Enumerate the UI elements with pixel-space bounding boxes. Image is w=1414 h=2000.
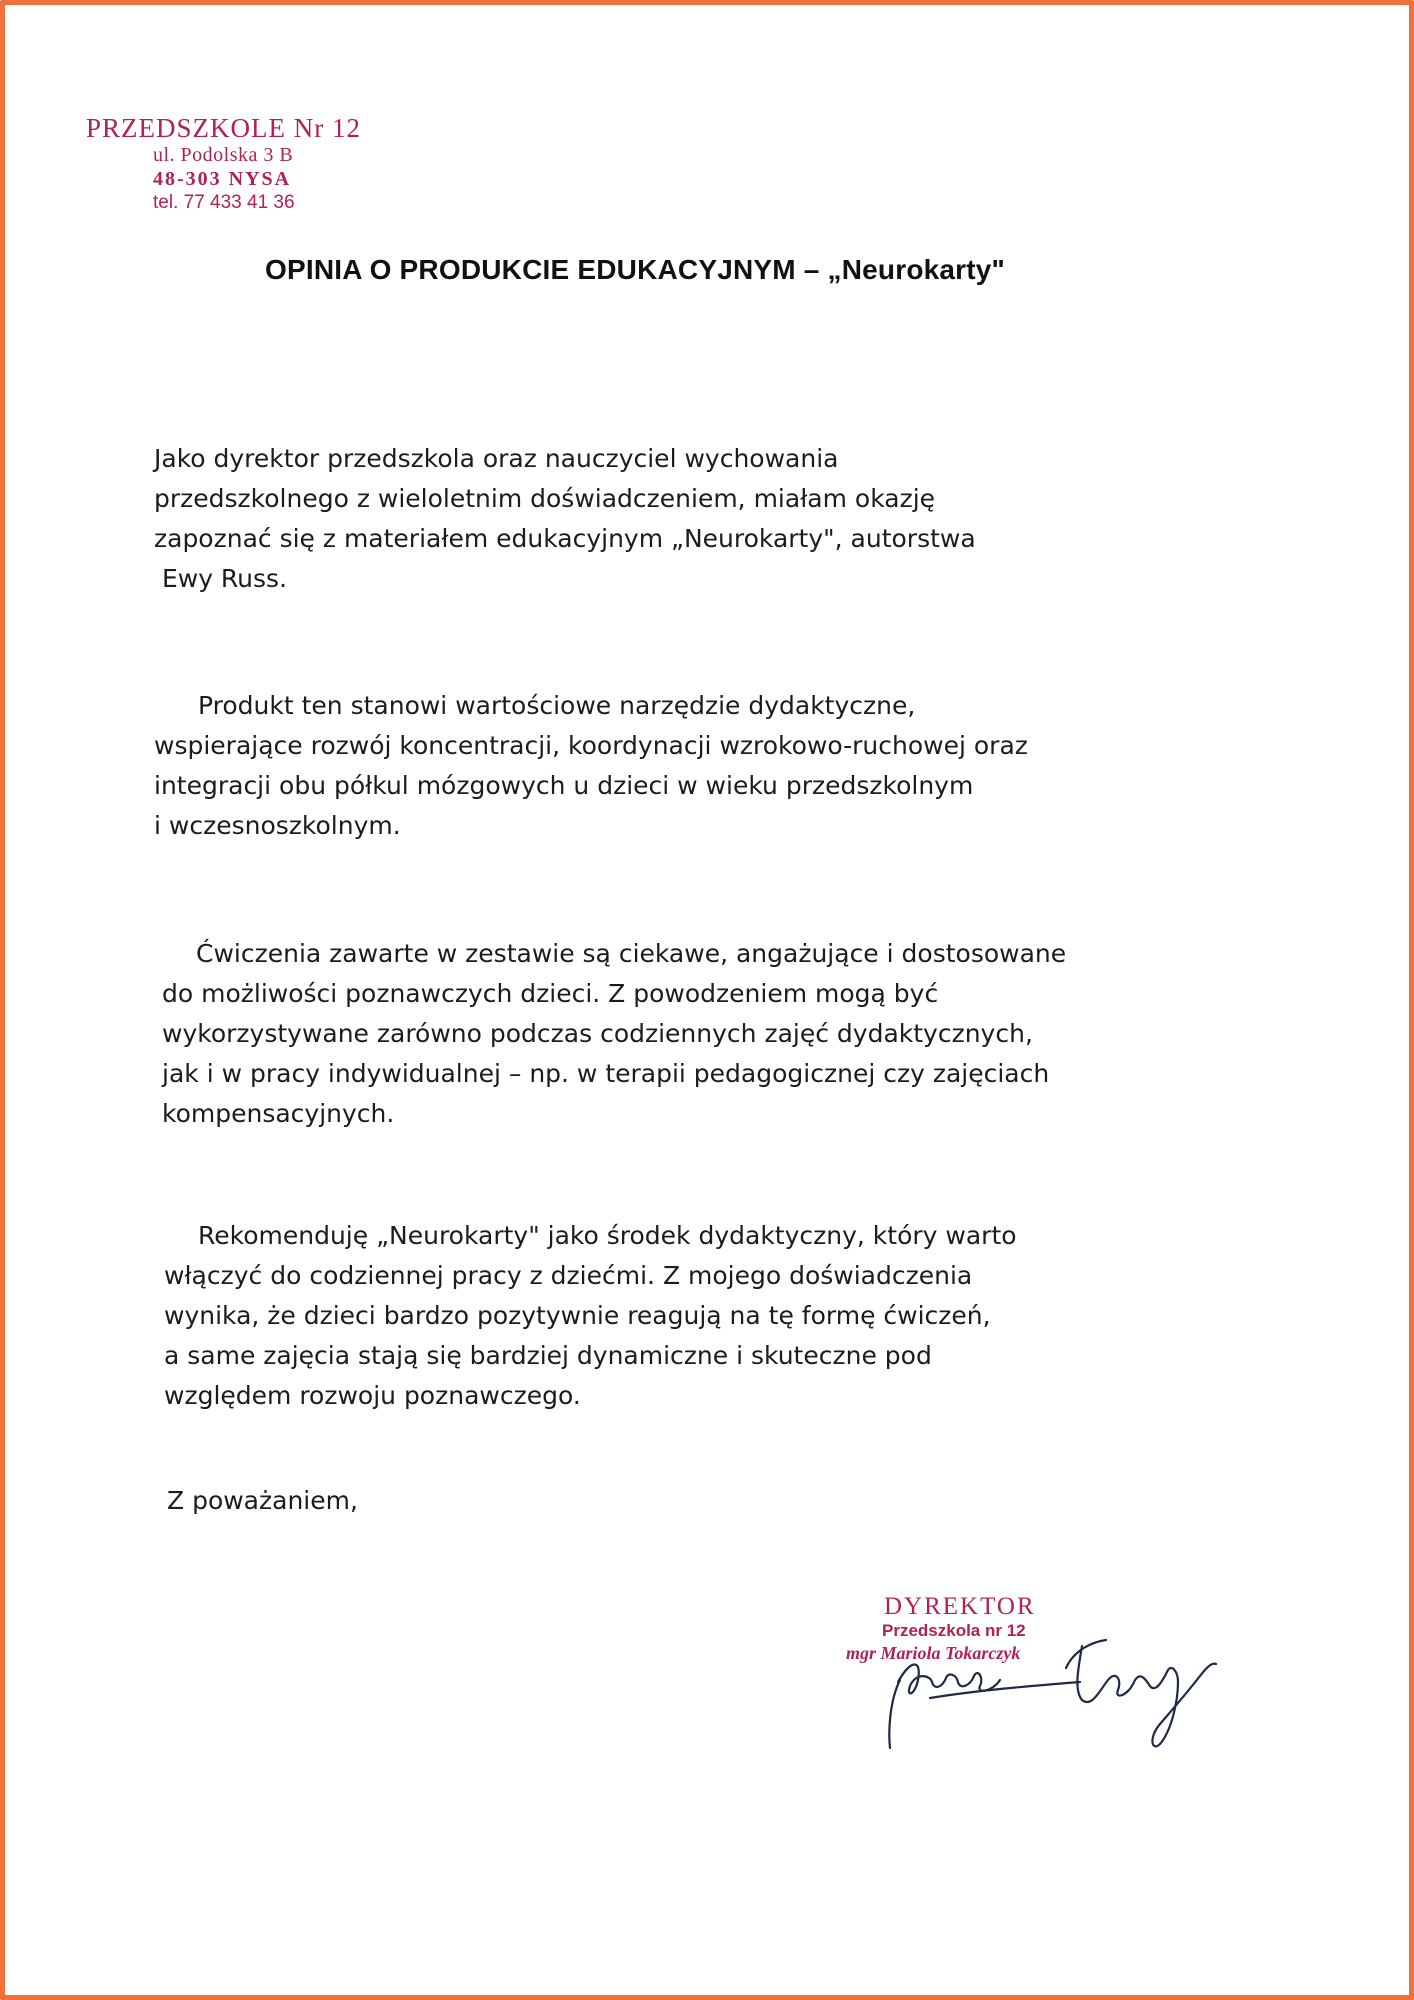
- stamp-phone: tel. 77 433 41 36: [153, 192, 295, 214]
- stamp-city: 48-303 NYSA: [153, 168, 292, 191]
- paragraph-line: Ewy Russ.: [154, 564, 288, 593]
- paragraph-line: jak i w pracy indywidualnej – np. w terapii pedagogicznej czy zajęciach: [162, 1059, 1050, 1088]
- signature-stamp-subtitle: Przedszkola nr 12: [882, 1621, 1026, 1641]
- paragraph-line: Jako dyrektor przedszkola oraz nauczyciel wychowania: [154, 444, 839, 473]
- paragraph-line: względem rozwoju poznawczego.: [164, 1381, 581, 1410]
- paragraph-line: zapoznać się z materiałem edukacyjnym „Neurokarty", autorstwa: [154, 524, 976, 553]
- signature-stamp-title: DYREKTOR: [884, 1593, 1036, 1620]
- paragraph-2: [154, 686, 1028, 846]
- paragraph-3: [162, 934, 1066, 1134]
- stamp-title: PRZEDSZKOLE Nr 12: [86, 113, 361, 143]
- paragraph-4: [164, 1216, 1017, 1416]
- stamp-street: ul. Podolska 3 B: [153, 144, 294, 167]
- document-title: OPINIA O PRODUKCIE EDUKACYJNYM – „Neurokarty": [265, 254, 1006, 285]
- paragraph-line: Ćwiczenia zawarte w zestawie są ciekawe, angażujące i dostosowane: [196, 939, 1067, 968]
- signature-stamp-name: mgr Mariola Tokarczyk: [846, 1643, 1021, 1664]
- paragraph-line: a same zajęcia stają się bardziej dynamiczne i skuteczne pod: [164, 1341, 932, 1370]
- paragraph-line: wspierające rozwój koncentracji, koordynacji wzrokowo-ruchowej oraz: [154, 731, 1028, 760]
- paragraph-line: Produkt ten stanowi wartościowe narzędzie dydaktyczne,: [198, 691, 916, 720]
- header-stamp: [86, 114, 361, 213]
- paragraph-line: integracji obu półkul mózgowych u dzieci w wieku przedszkolnym: [154, 771, 974, 800]
- closing-salutation: Z poważaniem,: [167, 1486, 358, 1515]
- handwritten-signature: [860, 1620, 1220, 1750]
- paragraph-line: włączyć do codziennej pracy z dziećmi. Z mojego doświadczenia: [164, 1261, 973, 1290]
- paragraph-line: wynika, że dzieci bardzo pozytywnie reagują na tę formę ćwiczeń,: [164, 1301, 991, 1330]
- paragraph-line: Rekomenduję „Neurokarty" jako środek dydaktyczny, który warto: [198, 1221, 1017, 1250]
- paragraph-line: i wczesnoszkolnym.: [154, 811, 401, 840]
- paragraph-line: wykorzystywane zarówno podczas codziennych zajęć dydaktycznych,: [162, 1019, 1033, 1048]
- paragraph-line: kompensacyjnych.: [162, 1099, 395, 1128]
- paragraph-line: przedszkolnego z wieloletnim doświadczeniem, miałam okazję: [154, 484, 936, 513]
- paragraph-line: do możliwości poznawczych dzieci. Z powodzeniem mogą być: [162, 979, 939, 1008]
- paragraph-1: [154, 439, 976, 599]
